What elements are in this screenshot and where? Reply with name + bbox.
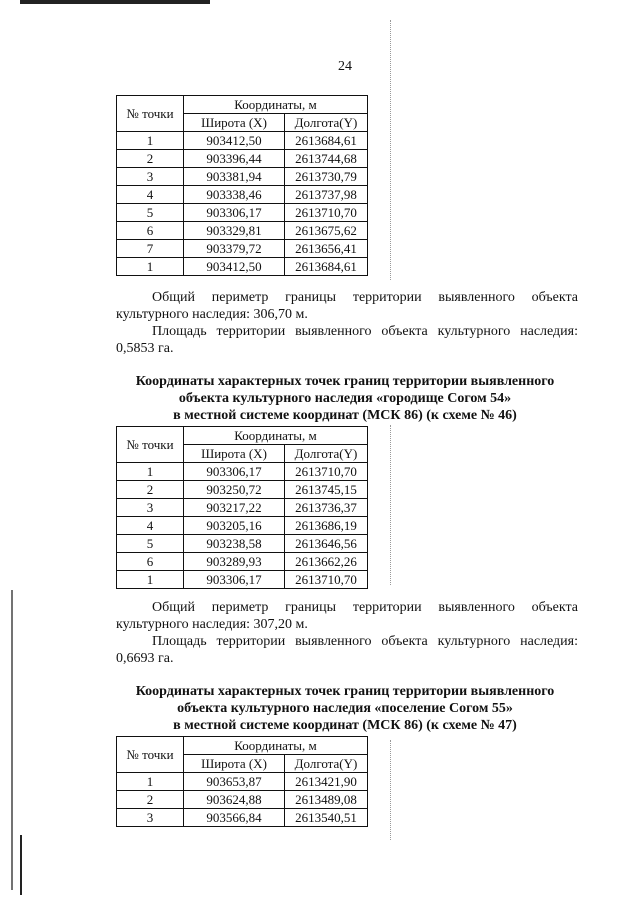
point-number: 1: [117, 132, 184, 150]
latitude-value: 903412,50: [184, 132, 285, 150]
latitude-value: 903238,58: [184, 535, 285, 553]
table-row: [117, 258, 368, 276]
longitude-value: 2613684,61: [285, 258, 368, 276]
table-row: [117, 553, 368, 571]
perimeter-text: Общий периметр границы территории выявленного объекта: [152, 600, 578, 615]
table-row: [117, 463, 368, 481]
scan-artifact-dots: [390, 20, 392, 280]
table-row: [117, 481, 368, 499]
coordinates-table-3: [116, 736, 368, 827]
latitude-value: 903217,22: [184, 499, 285, 517]
point-number: 7: [117, 240, 184, 258]
area-paragraph-1: [116, 323, 578, 357]
heading-line: объекта культурного наследия «поселение Согом 55»: [177, 701, 513, 716]
area-text: Площадь территории выявленного объекта культурного наследия:: [152, 634, 578, 649]
scan-artifact-dots: [390, 740, 392, 840]
latitude-value: 903306,17: [184, 571, 285, 589]
longitude-value: 2613710,70: [285, 463, 368, 481]
point-number: 3: [117, 809, 184, 827]
header-longitude: Долгота(Y): [285, 445, 368, 463]
longitude-value: 2613737,98: [285, 186, 368, 204]
section-heading-scheme-47: [110, 683, 580, 734]
latitude-value: 903306,17: [184, 204, 285, 222]
latitude-value: 903653,87: [184, 773, 285, 791]
heading-line: объекта культурного наследия «городище Согом 54»: [178, 391, 512, 406]
longitude-value: 2613656,41: [285, 240, 368, 258]
point-number: 2: [117, 791, 184, 809]
area-text: Площадь территории выявленного объекта культурного наследия:: [152, 324, 578, 339]
latitude-value: 903381,94: [184, 168, 285, 186]
latitude-value: 903306,17: [184, 463, 285, 481]
longitude-value: 2613662,26: [285, 553, 368, 571]
area-paragraph-2: [116, 633, 578, 667]
table-row: [117, 517, 368, 535]
header-coordinates: Координаты, м: [184, 427, 368, 445]
header-latitude: Широта (X): [184, 114, 285, 132]
longitude-value: 2613421,90: [285, 773, 368, 791]
table-row: [117, 150, 368, 168]
heading-line: в местной системе координат (МСК 86) (к схеме № 46): [173, 408, 517, 423]
longitude-value: 2613744,68: [285, 150, 368, 168]
longitude-value: 2613710,70: [285, 571, 368, 589]
perimeter-text: культурного наследия: 306,70 м.: [116, 307, 308, 322]
point-number: 2: [117, 481, 184, 499]
point-number: 1: [117, 463, 184, 481]
point-number: 2: [117, 150, 184, 168]
coordinates-table-2: [116, 426, 368, 589]
longitude-value: 2613745,15: [285, 481, 368, 499]
point-number: 3: [117, 499, 184, 517]
section-heading-scheme-46: [110, 373, 580, 424]
latitude-value: 903412,50: [184, 258, 285, 276]
longitude-value: 2613646,56: [285, 535, 368, 553]
point-number: 1: [117, 258, 184, 276]
longitude-value: 2613730,79: [285, 168, 368, 186]
latitude-value: 903624,88: [184, 791, 285, 809]
header-coordinates: Координаты, м: [184, 737, 368, 755]
coordinates-table-1: [116, 95, 368, 276]
latitude-value: 903289,93: [184, 553, 285, 571]
area-text: 0,6693 га.: [116, 651, 174, 666]
point-number: 3: [117, 168, 184, 186]
table-row: [117, 809, 368, 827]
perimeter-paragraph-1: [116, 289, 578, 323]
heading-line: Координаты характерных точек границ территории выявленного: [135, 374, 555, 389]
table-row: [117, 535, 368, 553]
point-number: 6: [117, 553, 184, 571]
table-row: [117, 240, 368, 258]
table-row: [117, 571, 368, 589]
latitude-value: 903566,84: [184, 809, 285, 827]
point-number: 5: [117, 535, 184, 553]
point-number: 5: [117, 204, 184, 222]
scan-artifact-top: [20, 0, 210, 4]
table-row: [117, 222, 368, 240]
header-latitude: Широта (X): [184, 445, 285, 463]
table-row: [117, 773, 368, 791]
header-latitude: Широта (X): [184, 755, 285, 773]
latitude-value: 903250,72: [184, 481, 285, 499]
point-number: 4: [117, 517, 184, 535]
header-coordinates: Координаты, м: [184, 96, 368, 114]
latitude-value: 903396,44: [184, 150, 285, 168]
scan-artifact-dots: [390, 425, 392, 585]
heading-line: Координаты характерных точек границ территории выявленного: [135, 684, 555, 699]
point-number: 1: [117, 571, 184, 589]
longitude-value: 2613540,51: [285, 809, 368, 827]
header-longitude: Долгота(Y): [285, 755, 368, 773]
table-row: [117, 186, 368, 204]
header-point-number: № точки: [117, 737, 184, 773]
longitude-value: 2613736,37: [285, 499, 368, 517]
point-number: 1: [117, 773, 184, 791]
table-row: [117, 168, 368, 186]
longitude-value: 2613710,70: [285, 204, 368, 222]
perimeter-text: Общий периметр границы территории выявленного объекта: [152, 290, 578, 305]
table-row: [117, 791, 368, 809]
header-longitude: Долгота(Y): [285, 114, 368, 132]
longitude-value: 2613686,19: [285, 517, 368, 535]
point-number: 6: [117, 222, 184, 240]
scan-artifact-left-bold: [20, 835, 22, 895]
header-point-number: № точки: [117, 427, 184, 463]
point-number: 4: [117, 186, 184, 204]
perimeter-text: культурного наследия: 307,20 м.: [116, 617, 308, 632]
longitude-value: 2613684,61: [285, 132, 368, 150]
perimeter-paragraph-2: [116, 599, 578, 633]
table-row: [117, 499, 368, 517]
table-row: [117, 132, 368, 150]
area-text: 0,5853 га.: [116, 341, 174, 356]
latitude-value: 903205,16: [184, 517, 285, 535]
latitude-value: 903379,72: [184, 240, 285, 258]
latitude-value: 903329,81: [184, 222, 285, 240]
table-row: [117, 204, 368, 222]
scan-artifact-left: [11, 590, 13, 890]
longitude-value: 2613675,62: [285, 222, 368, 240]
latitude-value: 903338,46: [184, 186, 285, 204]
page-number: 24: [338, 59, 352, 74]
longitude-value: 2613489,08: [285, 791, 368, 809]
heading-line: в местной системе координат (МСК 86) (к схеме № 47): [173, 718, 517, 733]
header-point-number: № точки: [117, 96, 184, 132]
